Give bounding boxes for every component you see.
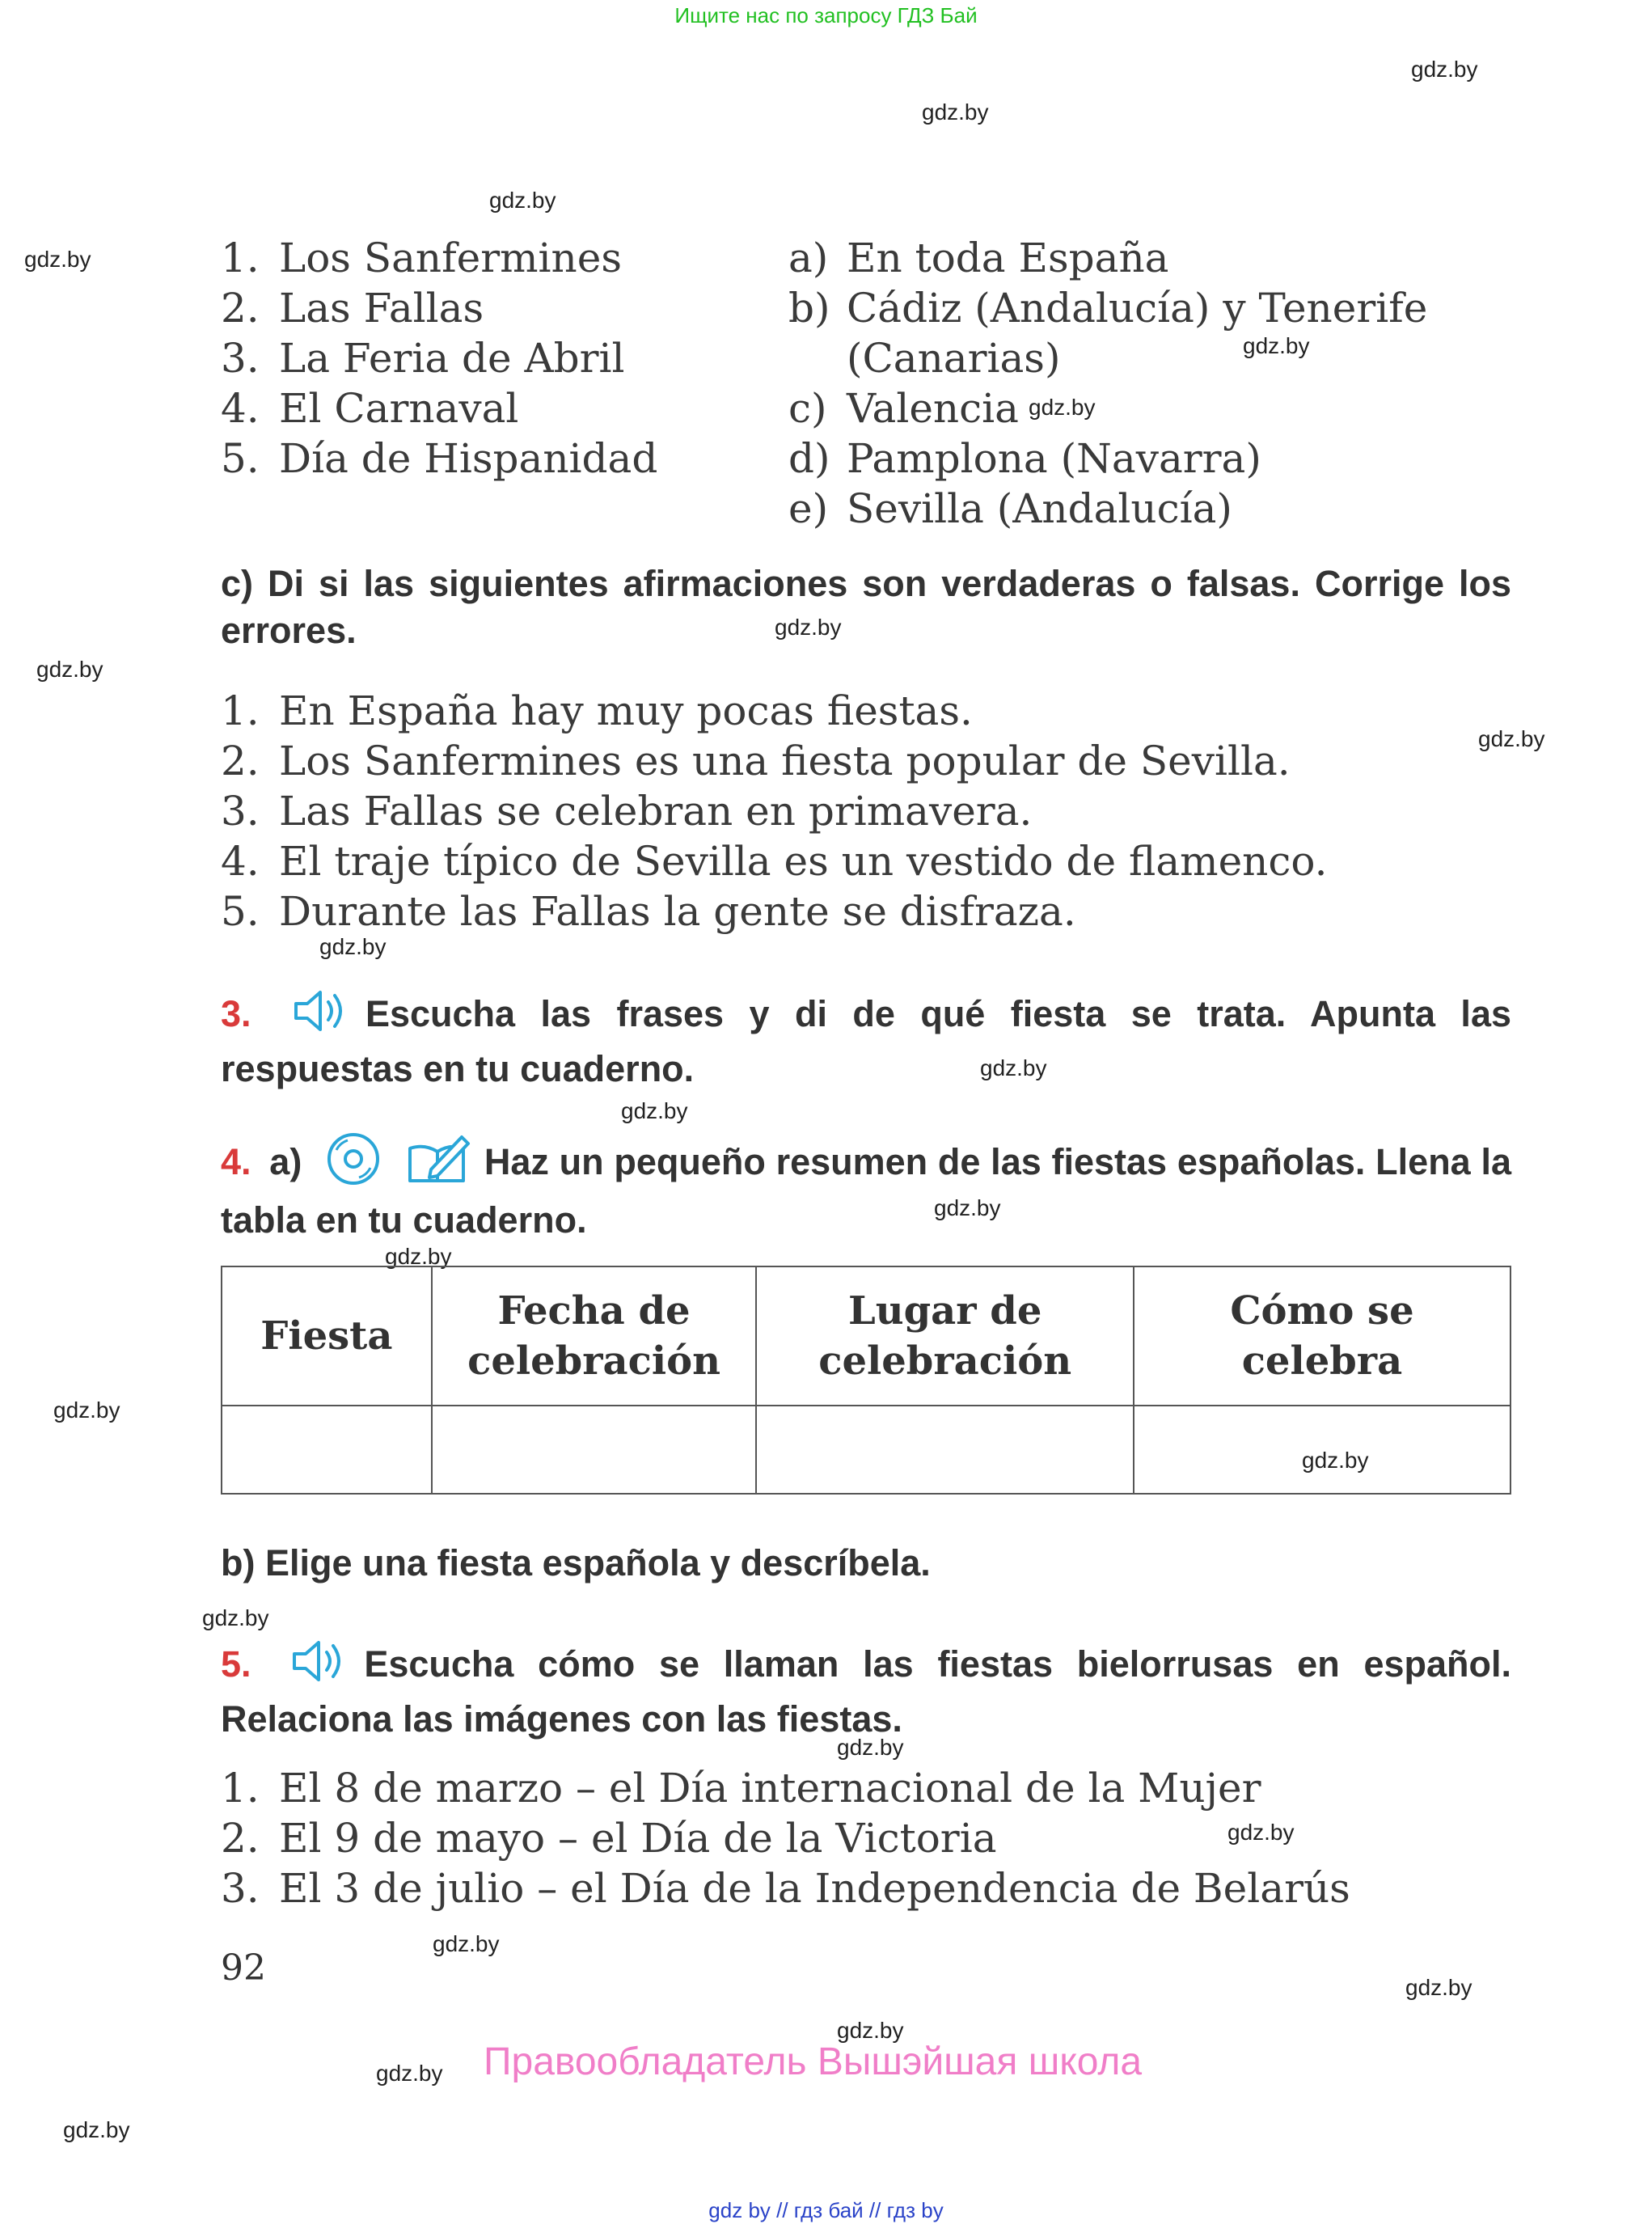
- item-text: Cádiz (Andalucía) y Tenerife: [847, 285, 1428, 332]
- list-item: [221, 1863, 1350, 1913]
- item-text: Durante las Fallas la gente se disfraza.: [279, 888, 1076, 935]
- page-number: 92: [221, 1947, 266, 1989]
- ex4b-instruction: b) Elige una fiesta española y descríbela.: [221, 1542, 931, 1583]
- list-item: [788, 484, 1427, 534]
- item-letter: c): [788, 385, 827, 432]
- ex2c-instruction: c) Di si las siguientes afirmaciones son verdaderas o falsas. Corrige los errores.: [221, 563, 1511, 651]
- table-cell: [1134, 1406, 1510, 1494]
- watermark: gdz.by: [1411, 57, 1478, 82]
- watermark: gdz.by: [1302, 1448, 1369, 1473]
- item-number: 2.: [221, 1815, 260, 1862]
- exercise-number: 4.: [221, 1140, 251, 1182]
- ex2c-list: [221, 686, 1328, 937]
- top-banner[interactable]: Ищите нас по запросу ГДЗ Бай: [674, 3, 978, 27]
- item-text: El 9 de mayo – el Día de la Victoria: [279, 1815, 997, 1862]
- item-text: En toda España: [847, 235, 1169, 281]
- item-letter: b): [788, 285, 830, 332]
- watermark: gdz.by: [489, 188, 556, 213]
- list-item: [221, 1763, 1350, 1813]
- item-text: Los Sanfermines es una fiesta popular de Sevilla.: [279, 738, 1291, 784]
- watermark: gdz.by: [376, 2061, 443, 2086]
- watermark: gdz.by: [63, 2117, 130, 2142]
- list-item: [221, 886, 1328, 937]
- item-number: 4.: [221, 385, 260, 432]
- exercise-text: Escucha las frases y di de qué fiesta se trata. Apunta las respuestas en tu cuaderno.: [221, 992, 1511, 1089]
- watermark: gdz.by: [980, 1055, 1047, 1080]
- watermark: gdz.by: [1029, 395, 1096, 420]
- exercise-5: [221, 1638, 1511, 1743]
- item-text: El traje típico de Sevilla es un vestido de flamenco.: [279, 838, 1328, 885]
- item-letter: e): [788, 485, 829, 532]
- list-item: [221, 736, 1328, 786]
- table-header-row: [222, 1266, 1510, 1406]
- list-item: [221, 233, 657, 283]
- item-number: 5.: [221, 888, 260, 935]
- table-cell: [432, 1406, 757, 1494]
- cd-icon: [325, 1132, 382, 1197]
- watermark: gdz.by: [24, 247, 91, 272]
- item-number: 2.: [221, 738, 260, 784]
- item-text: En España hay muy pocas fiestas.: [279, 687, 973, 734]
- exercise-number: 3.: [221, 992, 251, 1034]
- watermark: gdz.by: [1405, 1975, 1472, 2000]
- watermark: gdz.by: [1227, 1820, 1295, 1845]
- watermark: gdz.by: [837, 2018, 904, 2043]
- table-header-cell: Lugar de celebración: [756, 1266, 1133, 1406]
- watermark: gdz.by: [433, 1931, 500, 1956]
- item-number: 5.: [221, 435, 260, 482]
- item-text: Día de Hispanidad: [279, 435, 658, 482]
- speaker-icon: [293, 987, 351, 1046]
- table-row: [222, 1406, 1510, 1494]
- list-item: [221, 433, 657, 484]
- copyright-notice: Правообладатель Вышэйшая школа: [484, 2040, 1143, 2083]
- item-letter: d): [788, 435, 830, 482]
- watermark: gdz.by: [1478, 726, 1545, 751]
- item-number: 4.: [221, 838, 260, 885]
- list-item: [788, 433, 1427, 484]
- list-item: [221, 333, 657, 383]
- watermark: gdz.by: [202, 1605, 269, 1630]
- ex2b-right-list: [788, 233, 1427, 534]
- item-text: Las Fallas: [279, 285, 484, 332]
- item-text: Valencia: [847, 385, 1019, 432]
- item-text: Los Sanfermines: [279, 235, 622, 281]
- item-text: El 3 de julio – el Día de la Independencia de Belarús: [279, 1865, 1350, 1912]
- list-item: [788, 333, 1427, 383]
- watermark: gdz.by: [934, 1195, 1001, 1220]
- watermark: gdz.by: [385, 1244, 452, 1269]
- item-text: Las Fallas se celebran en primavera.: [279, 788, 1033, 835]
- list-item: [221, 786, 1328, 836]
- list-item: [221, 686, 1328, 736]
- exercise-sub: a): [269, 1140, 302, 1182]
- list-item: [221, 383, 657, 433]
- item-number: 3.: [221, 1865, 260, 1912]
- list-item: [221, 1813, 1350, 1863]
- item-text: La Feria de Abril: [279, 335, 625, 382]
- item-text: El Carnaval: [279, 385, 519, 432]
- notebook-pen-icon: [407, 1132, 471, 1197]
- watermark: gdz.by: [922, 99, 989, 125]
- watermark: gdz.by: [319, 934, 387, 959]
- watermark: gdz.by: [837, 1735, 904, 1760]
- list-item: [788, 383, 1427, 433]
- table-header-cell: Cómo se celebra: [1134, 1266, 1510, 1406]
- watermark: gdz.by: [36, 657, 104, 682]
- item-text: Sevilla (Andalucía): [847, 485, 1232, 532]
- ex5-list: [221, 1763, 1350, 1913]
- watermark: gdz.by: [775, 615, 842, 640]
- speaker-icon: [291, 1638, 349, 1696]
- table-header-cell: Fiesta: [222, 1266, 432, 1406]
- item-number: 3.: [221, 335, 260, 382]
- list-item: [788, 233, 1427, 283]
- watermark: gdz.by: [621, 1098, 688, 1123]
- list-item: [221, 836, 1328, 886]
- exercise-3: [221, 987, 1511, 1093]
- ex2b-left-list: [221, 233, 657, 484]
- list-item: [221, 283, 657, 333]
- item-number: 2.: [221, 285, 260, 332]
- item-number: 1.: [221, 1765, 260, 1812]
- list-item: [788, 283, 1427, 333]
- watermark: gdz.by: [1243, 333, 1310, 358]
- table-cell: [222, 1406, 432, 1494]
- fiestas-table: [221, 1266, 1511, 1495]
- exercise-4: [221, 1132, 1511, 1244]
- exercise-text: Escucha cómo se llaman las fiestas bielorrusas en español. Relaciona las imágenes con las fiestas.: [221, 1643, 1511, 1740]
- item-text: Pamplona (Navarra): [847, 435, 1261, 482]
- item-letter: a): [788, 235, 829, 281]
- item-number: 1.: [221, 235, 260, 281]
- item-number: 1.: [221, 687, 260, 734]
- exercise-text: Haz un pequeño resumen de las fiestas españolas. Llena la tabla en tu cuaderno.: [221, 1140, 1511, 1241]
- item-number: 3.: [221, 788, 260, 835]
- exercise-number: 5.: [221, 1643, 251, 1685]
- table-header-cell: Fecha de celebración: [432, 1266, 757, 1406]
- footer-links[interactable]: gdz by // гдз бай // гдз by: [708, 2198, 944, 2222]
- watermark: gdz.by: [53, 1397, 120, 1423]
- item-text: El 8 de marzo – el Día internacional de la Mujer: [279, 1765, 1261, 1812]
- table-cell: [756, 1406, 1133, 1494]
- item-text: (Canarias): [847, 335, 1061, 382]
